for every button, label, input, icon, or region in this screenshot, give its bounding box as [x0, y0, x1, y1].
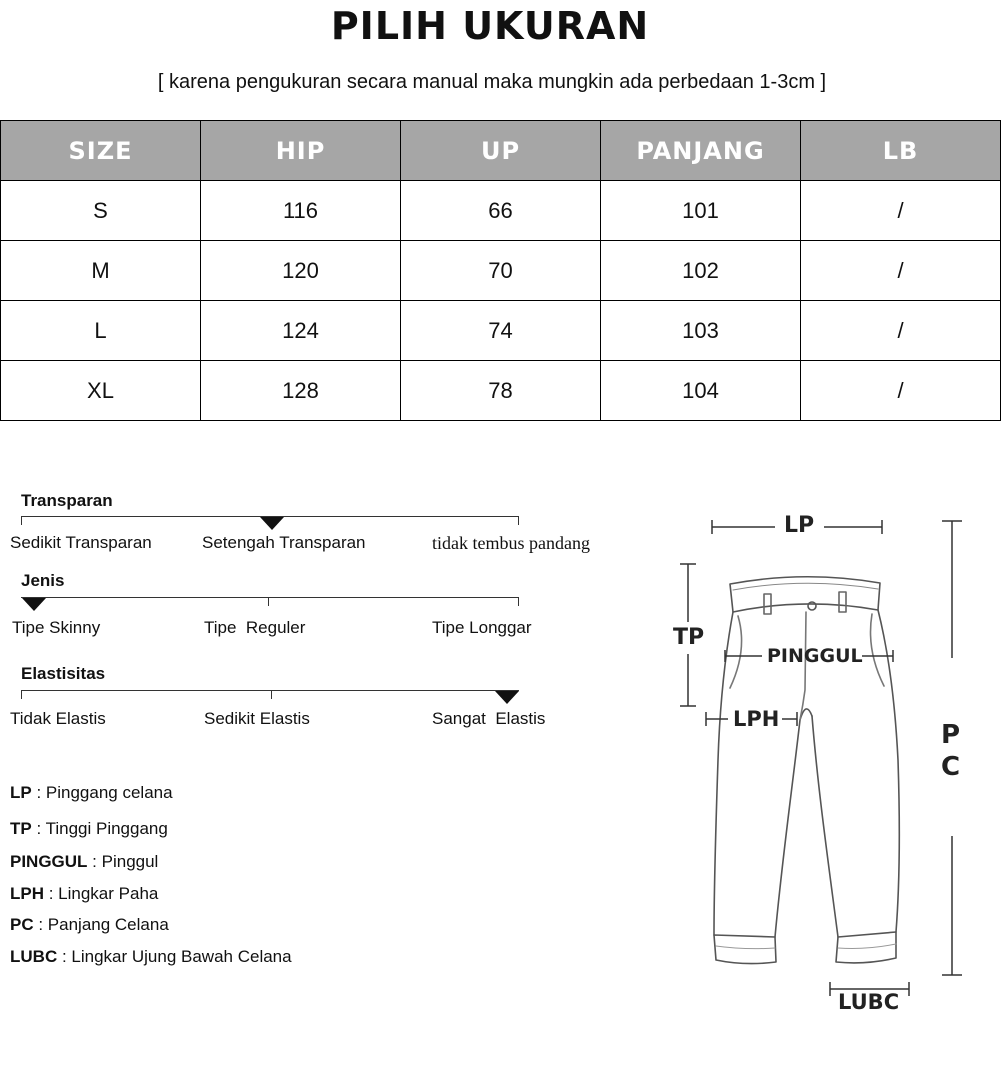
legend-code: LP — [10, 783, 32, 802]
dimension-lines — [680, 520, 962, 996]
scale-label: Sangat Elastis — [432, 709, 546, 728]
scale-label: Tipe Reguler — [204, 618, 306, 637]
legend-code: PINGGUL — [10, 852, 88, 871]
legend-code: TP — [10, 819, 32, 838]
header-hip: HIP — [201, 121, 401, 181]
cell-lb: / — [801, 361, 1001, 421]
cell-hip: 128 — [201, 361, 401, 421]
cell-panjang: 104 — [601, 361, 801, 421]
scale-label: Tipe Longgar — [432, 618, 532, 637]
scale-title-jenis: Jenis — [21, 571, 65, 590]
cell-lb: / — [801, 181, 1001, 241]
label-lph: LPH — [733, 707, 780, 731]
legend-code: PC — [10, 915, 34, 934]
cell-lb: / — [801, 241, 1001, 301]
measurement-note: [ karena pengukuran secara manual maka mungkin ada perbedaan 1-3cm ] — [157, 71, 827, 93]
header-panjang: PANJANG — [601, 121, 801, 181]
pants-outline-icon — [714, 577, 899, 964]
cell-size: L — [1, 301, 201, 361]
cell-panjang: 101 — [601, 181, 801, 241]
cell-panjang: 102 — [601, 241, 801, 301]
cell-up: 70 — [401, 241, 601, 301]
cell-hip: 124 — [201, 301, 401, 361]
scale-label: Sedikit Transparan — [10, 533, 152, 552]
scale-label: tidak tembus pandang — [432, 533, 590, 553]
legend-code: LUBC — [10, 947, 58, 966]
label-tp: TP — [673, 625, 705, 650]
cell-up: 66 — [401, 181, 601, 241]
header-size: SIZE — [1, 121, 201, 181]
scale-label: Setengah Transparan — [202, 533, 366, 552]
legend-desc: : Lingkar Ujung Bawah Celana — [57, 947, 292, 966]
header-up: UP — [401, 121, 601, 181]
cell-hip: 120 — [201, 241, 401, 301]
cell-panjang: 103 — [601, 301, 801, 361]
label-pinggul: PINGGUL — [767, 645, 863, 667]
legend-desc: : Lingkar Paha — [44, 884, 159, 903]
scale-label: Tidak Elastis — [10, 709, 106, 728]
legend-desc: : Tinggi Pinggang — [31, 819, 168, 838]
scale-title-transparan: Transparan — [21, 491, 113, 510]
legend-desc: : Pinggul — [87, 852, 159, 871]
cell-hip: 116 — [201, 181, 401, 241]
cell-size: S — [1, 181, 201, 241]
cell-size: XL — [1, 361, 201, 421]
cell-up: 74 — [401, 301, 601, 361]
label-lp: LP — [784, 513, 815, 538]
header-lb: LB — [801, 121, 1001, 181]
legend-code: LPH — [10, 884, 44, 903]
label-lubc: LUBC — [838, 990, 900, 1014]
cell-lb: / — [801, 301, 1001, 361]
scale-label: Tipe Skinny — [12, 618, 101, 637]
label-pc-p: P — [941, 720, 961, 750]
cell-up: 78 — [401, 361, 601, 421]
scale-label: Sedikit Elastis — [204, 709, 310, 728]
scale-title-elastisitas: Elastisitas — [21, 664, 106, 683]
legend-desc: : Pinggang celana — [31, 783, 173, 802]
legend-desc: : Panjang Celana — [33, 915, 169, 934]
page-title: PILIH UKURAN — [330, 4, 650, 48]
label-pc-c: C — [941, 752, 961, 782]
cell-size: M — [1, 241, 201, 301]
